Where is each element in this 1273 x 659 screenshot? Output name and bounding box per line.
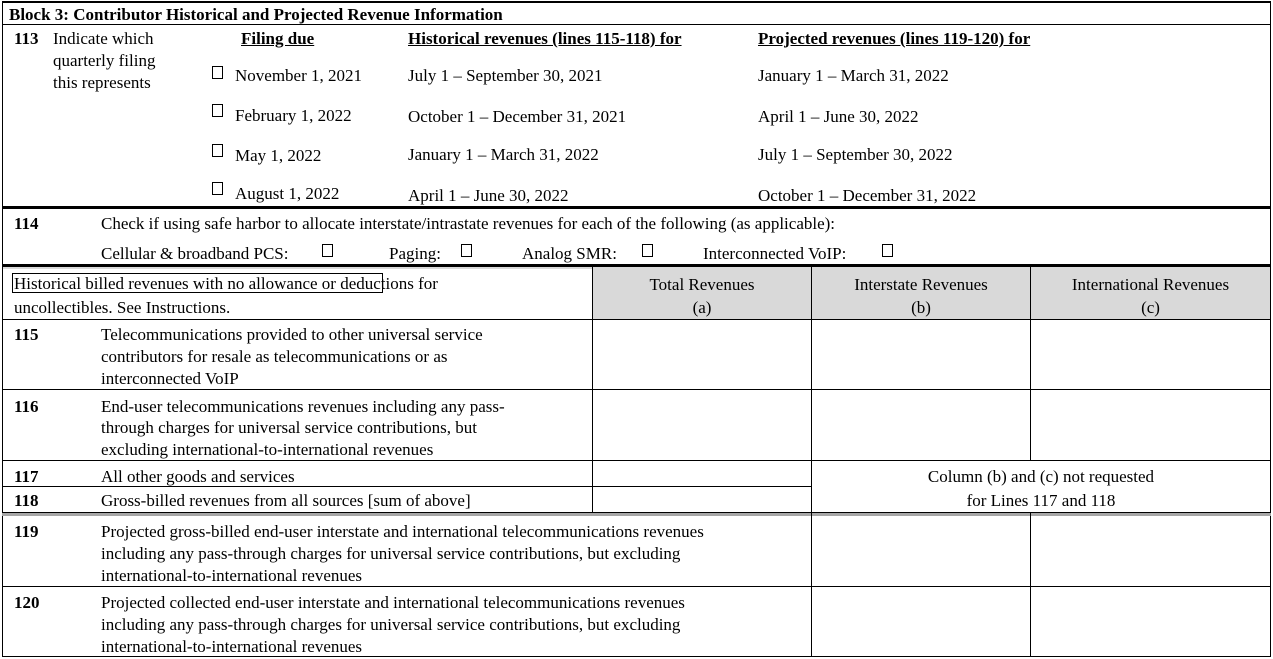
- line-115-interstate-field[interactable]: [813, 321, 1029, 388]
- rule-under-119: [2, 586, 1271, 587]
- column-header-interstate: Interstate Revenues: [854, 275, 988, 294]
- column-sub-c: (c): [1141, 298, 1160, 317]
- safe-harbor-checkbox-smr[interactable]: [642, 244, 653, 257]
- line-118-number: 118: [14, 491, 39, 510]
- filing-due-date: February 1, 2022: [235, 106, 352, 125]
- line-120-number: 120: [14, 593, 40, 612]
- column-sub-b: (b): [911, 298, 931, 317]
- projected-period: July 1 – September 30, 2022: [758, 145, 953, 164]
- historical-period: July 1 – September 30, 2021: [408, 66, 603, 85]
- line-119-text: international-to-international revenues: [101, 566, 363, 585]
- quarter-checkbox[interactable]: [212, 182, 223, 195]
- line-115-international-field[interactable]: [1032, 321, 1269, 388]
- frame-left: [2, 1, 3, 657]
- safe-harbor-label-voip: Interconnected VoIP:: [703, 244, 847, 263]
- line-114-number: 114: [14, 214, 39, 233]
- line-120-international-field[interactable]: [1032, 588, 1269, 655]
- line-119-number: 119: [14, 522, 39, 541]
- rule-under-115: [2, 389, 1271, 390]
- line-117-number: 117: [14, 467, 39, 486]
- filing-due-date: November 1, 2021: [235, 66, 363, 85]
- line-116-number: 116: [14, 397, 39, 416]
- line-119-interstate-field[interactable]: [813, 517, 1029, 585]
- column-header-international: International Revenues: [1071, 275, 1230, 294]
- line-120-interstate-field[interactable]: [813, 588, 1029, 655]
- projected-period: January 1 – March 31, 2022: [758, 66, 949, 85]
- column-header-total: Total Revenues: [649, 275, 755, 294]
- line-116-text: through charges for universal service contributions, but: [101, 418, 477, 437]
- historical-period: October 1 – December 31, 2021: [408, 107, 627, 126]
- filing-due-date: August 1, 2022: [235, 184, 340, 203]
- line-116-interstate-field[interactable]: [813, 391, 1029, 459]
- historical-period: January 1 – March 31, 2022: [408, 145, 599, 164]
- line-119-text: Projected gross-billed end-user interstate and international telecommunications revenues: [101, 522, 704, 541]
- line-119-text: including any pass-through charges for universal service contributions, but excluding: [101, 544, 681, 563]
- column-sub-a: (a): [692, 298, 712, 317]
- line-119-international-field[interactable]: [1032, 517, 1269, 585]
- line-116-text: excluding international-to-international revenues: [101, 440, 434, 459]
- line-115-total-field[interactable]: [594, 321, 810, 388]
- block-title: Block 3: Contributor Historical and Projected Revenue Information: [9, 5, 503, 24]
- header-historical: Historical revenues (lines 115-118) for: [408, 29, 682, 48]
- historical-intro-line-1: Historical billed revenues with no allowance or deductions for: [14, 274, 438, 293]
- col-rule-c-lower: [1030, 513, 1031, 657]
- col-rule-b: [811, 267, 812, 657]
- quarter-checkbox[interactable]: [212, 144, 223, 157]
- quarter-checkbox[interactable]: [212, 66, 223, 79]
- safe-harbor-label-smr: Analog SMR:: [522, 244, 617, 263]
- not-requested-note: Column (b) and (c) not requested: [927, 467, 1155, 486]
- intro-row-gray-band: [3, 267, 593, 269]
- frame-right: [1270, 1, 1271, 657]
- rule-under-118-gray: [2, 513, 1271, 516]
- rule-under-headers: [2, 319, 1271, 320]
- frame-top: [2, 1, 1271, 3]
- line-114-text: Check if using safe harbor to allocate interstate/intrastate revenues for each of the following (as applicable):: [101, 214, 836, 233]
- line-120-text: international-to-international revenues: [101, 637, 363, 656]
- line-116-total-field[interactable]: [594, 391, 810, 459]
- line-113-label-3: this represents: [53, 73, 151, 92]
- line-118-total-field[interactable]: [594, 488, 810, 511]
- safe-harbor-label-paging: Paging:: [389, 244, 441, 263]
- filing-due-date: May 1, 2022: [235, 146, 322, 165]
- header-projected: Projected revenues (lines 119-120) for: [758, 29, 1031, 48]
- line-115-number: 115: [14, 325, 39, 344]
- line-113-label-1: Indicate which: [53, 29, 154, 48]
- rule-under-113: [2, 206, 1271, 209]
- projected-period: April 1 – June 30, 2022: [758, 107, 919, 126]
- safe-harbor-label-cellular: Cellular & broadband PCS:: [101, 244, 289, 263]
- quarter-checkbox[interactable]: [212, 104, 223, 117]
- safe-harbor-checkbox-voip[interactable]: [882, 244, 893, 257]
- line-118-text: Gross-billed revenues from all sources [sum of above]: [101, 491, 471, 510]
- line-113-label-2: quarterly filing: [53, 51, 156, 70]
- safe-harbor-checkbox-paging[interactable]: [461, 244, 472, 257]
- projected-period: October 1 – December 31, 2022: [758, 186, 977, 205]
- rule-under-116: [2, 460, 1271, 461]
- historical-period: April 1 – June 30, 2022: [408, 186, 569, 205]
- line-113-number: 113: [14, 29, 39, 48]
- header-filing-due: Filing due: [241, 29, 315, 48]
- line-115-text: contributors for resale as telecommunications or as: [101, 347, 448, 366]
- line-117-text: All other goods and services: [101, 467, 295, 486]
- not-requested-note: for Lines 117 and 118: [966, 491, 1116, 510]
- line-116-international-field[interactable]: [1032, 391, 1269, 459]
- line-116-text: End-user telecommunications revenues including any pass-: [101, 397, 505, 416]
- historical-intro-line-2: uncollectibles. See Instructions.: [14, 298, 231, 317]
- safe-harbor-checkbox-cellular[interactable]: [322, 244, 333, 257]
- line-117-total-field[interactable]: [594, 462, 810, 485]
- line-120-text: Projected collected end-user interstate and international telecommunications revenues: [101, 593, 685, 612]
- line-115-text: Telecommunications provided to other universal service: [101, 325, 483, 344]
- line-115-text: interconnected VoIP: [101, 369, 239, 388]
- line-120-text: including any pass-through charges for universal service contributions, but excluding: [101, 615, 681, 634]
